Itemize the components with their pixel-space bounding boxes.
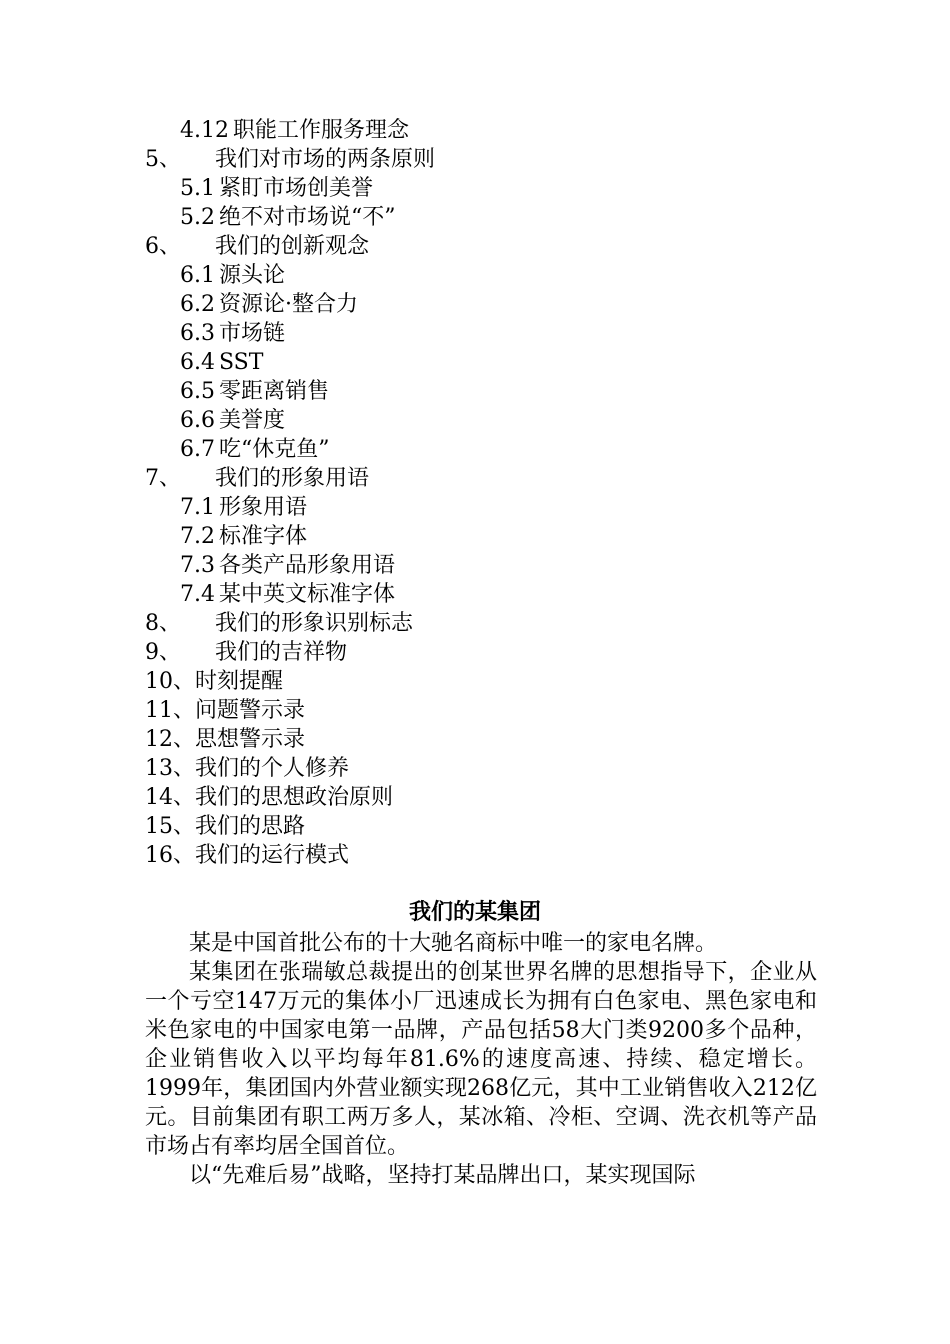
toc-entry-text: 绝不对市场说“不” (219, 205, 396, 230)
toc-entry-text: 源头论 (219, 263, 286, 288)
toc-entry-number: 6.3 (180, 321, 215, 346)
toc-entry-number: 9、 (145, 640, 181, 665)
toc-entry-text: 我们的形象用语 (215, 466, 370, 491)
toc-entry (145, 609, 413, 638)
toc-entry (180, 203, 396, 232)
toc-entry-text: 标准字体 (219, 524, 308, 549)
toc-entry-text: 思想警示录 (195, 727, 306, 752)
section-body (145, 929, 817, 1190)
toc-entry (180, 290, 358, 319)
paragraph: 以“先难后易”战略，坚持打某品牌出口，某实现国际 (189, 1163, 696, 1188)
toc-entry-number: 16、 (145, 843, 195, 868)
toc-entry-number: 7.4 (180, 582, 215, 607)
toc-entry (145, 783, 393, 812)
toc-entry-text: 时刻提醒 (195, 669, 284, 694)
toc-entry-number: 4.12 (180, 118, 229, 143)
toc-entry (180, 435, 330, 464)
toc-entry (145, 145, 435, 174)
toc-entry-number: 5、 (145, 147, 181, 172)
toc-entry-text: SST (219, 350, 264, 375)
toc-entry-number: 6.7 (180, 437, 215, 462)
toc-entry (145, 696, 305, 725)
toc-entry (180, 174, 373, 203)
toc-entry-text: 资源论·整合力 (219, 292, 358, 317)
toc-entry-text: 问题警示录 (195, 698, 306, 723)
toc-entry-number: 6、 (145, 234, 181, 259)
toc-entry-number: 7.2 (180, 524, 215, 549)
toc-entry-text: 紧盯市场创美誉 (219, 176, 374, 201)
toc-entry (145, 232, 369, 261)
toc-entry-text: 美誉度 (219, 408, 286, 433)
toc-entry-text: 我们的个人修养 (195, 756, 350, 781)
toc-entry-number: 5.1 (180, 176, 215, 201)
toc-entry-text: 我们的形象识别标志 (215, 611, 414, 636)
toc-entry-number: 6.5 (180, 379, 215, 404)
toc-entry (145, 812, 305, 841)
toc-entry (180, 551, 395, 580)
toc-entry (180, 116, 409, 145)
toc-entry (180, 580, 395, 609)
toc-entry-text: 我们的思路 (195, 814, 306, 839)
toc-entry-number: 14、 (145, 785, 195, 810)
toc-entry (180, 348, 263, 377)
toc-entry-number: 6.1 (180, 263, 215, 288)
toc-entry (180, 493, 307, 522)
toc-entry-number: 12、 (145, 727, 195, 752)
toc-entry-text: 吃“休克鱼” (219, 437, 330, 462)
toc-entry-number: 7、 (145, 466, 181, 491)
toc-entry-number: 13、 (145, 756, 195, 781)
toc-entry-number: 11、 (145, 698, 195, 723)
toc-entry (145, 667, 283, 696)
paragraph: 某集团在张瑞敏总裁提出的创某世界名牌的思想指导下，企业从一个亏空147万元的集体小厂迅速成长为拥有白色家电、黑色家电和米色家电的中国家电第一品牌，产品包括58大门类9200多个品种，企业销售收入以平均每年81.6%的速度高速、持续、稳定增长。1999年，集团国内外营业额实现268亿元，其中工业销售收入212亿元。目前集团有职工两万多人，某冰箱、冷柜、空调、洗衣机等产品市场占有率均居全国首位。 (145, 960, 817, 1159)
toc-entry (145, 725, 305, 754)
toc-entry (180, 406, 285, 435)
toc-entry (145, 754, 349, 783)
toc-entry (145, 464, 369, 493)
toc-entry-number: 10、 (145, 669, 195, 694)
toc-entry-text: 我们对市场的两条原则 (215, 147, 436, 172)
toc-entry (180, 377, 329, 406)
toc-entry-number: 5.2 (180, 205, 215, 230)
toc-entry-number: 6.4 (180, 350, 215, 375)
toc-entry-text: 我们的创新观念 (215, 234, 370, 259)
paragraph: 某是中国首批公布的十大驰名商标中唯一的家电名牌。 (189, 931, 718, 956)
toc-entry (180, 261, 285, 290)
section-title: 我们的某集团 (408, 900, 541, 925)
toc-entry-text: 职能工作服务理念 (232, 118, 409, 143)
toc-entry (145, 841, 349, 870)
toc-entry-number: 6.2 (180, 292, 215, 317)
toc-entry-text: 我们的思想政治原则 (195, 785, 394, 810)
toc-entry-text: 我们的运行模式 (195, 843, 350, 868)
toc-entry-number: 7.1 (180, 495, 215, 520)
toc-entry-text: 各类产品形象用语 (219, 553, 396, 578)
toc-entry-text: 市场链 (219, 321, 286, 346)
toc-entry (180, 522, 307, 551)
toc-entry-text: 我们的吉祥物 (215, 640, 348, 665)
toc-entry-text: 形象用语 (219, 495, 308, 520)
toc-entry (180, 319, 285, 348)
toc-entry-number: 7.3 (180, 553, 215, 578)
toc-entry-number: 15、 (145, 814, 195, 839)
toc-entry-number: 6.6 (180, 408, 215, 433)
toc-entry-number: 8、 (145, 611, 181, 636)
toc-entry-text: 某中英文标准字体 (219, 582, 396, 607)
toc-entry-text: 零距离销售 (219, 379, 330, 404)
toc-entry (145, 638, 347, 667)
